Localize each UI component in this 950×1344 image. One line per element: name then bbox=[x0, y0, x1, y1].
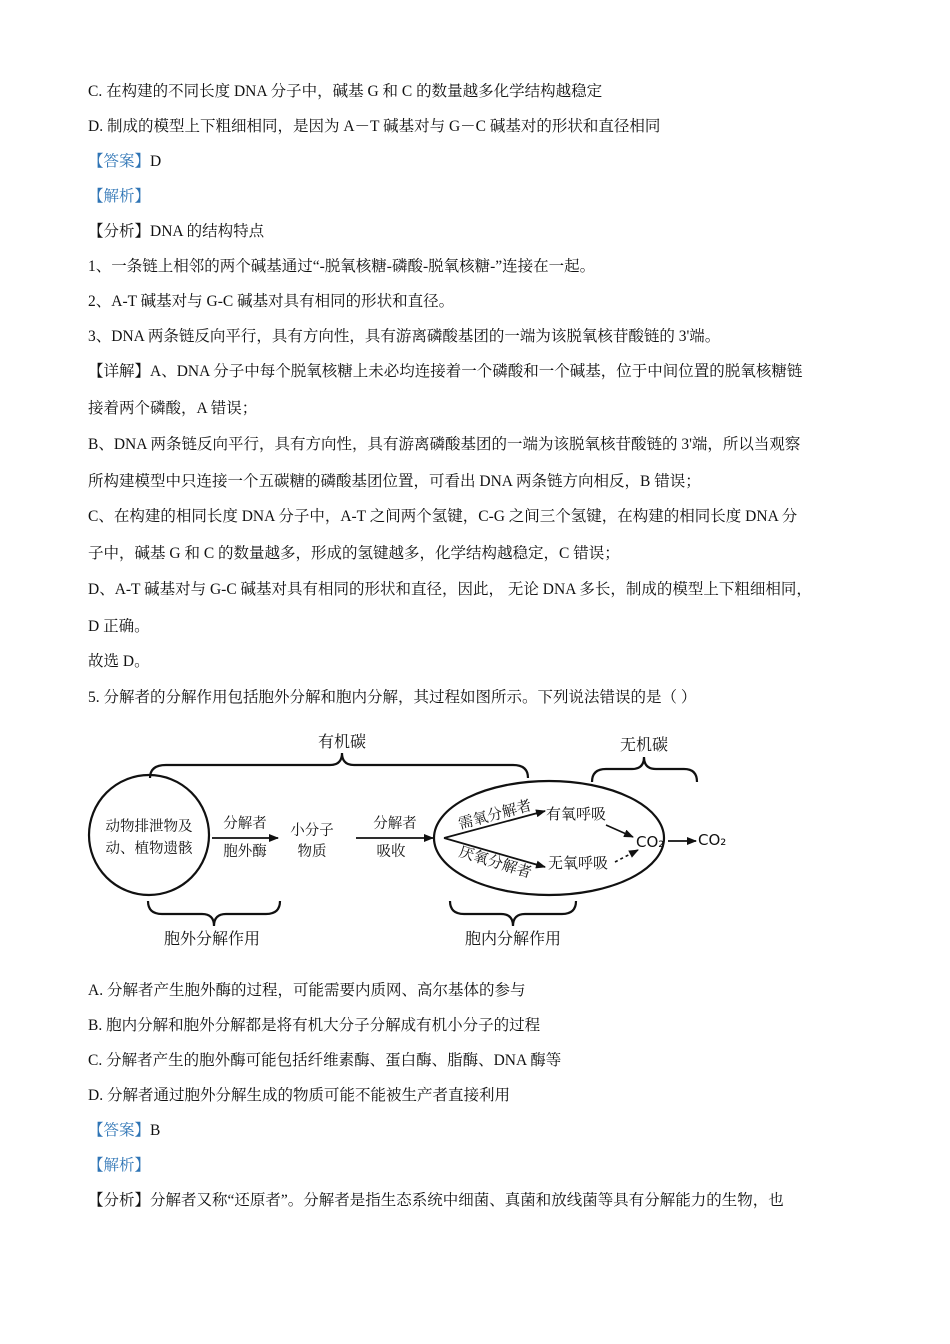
xiangjie-b-line1: B、DNA 两条链反向平行，具有方向性，具有游离磷酸基团的一端为该脱氧核苷酸链的 3'端，所以当观察 bbox=[88, 436, 801, 453]
xiangjie-d-line1: D、A-T 碱基对与 G-C 碱基对具有相同的形状和直径，因此， 无论 DNA 多长，制成的模型上下粗细相同， bbox=[88, 581, 812, 598]
xiangjie-c-line1: C、在构建的相同长度 DNA 分子中，A-T 之间两个氢键，C-G 之间三个氢键，在构建的相同长度 DNA 分 bbox=[88, 508, 798, 525]
arrow2-bottom-label: 吸收 bbox=[376, 844, 406, 860]
small-molecule-line1: 小分子 bbox=[290, 823, 334, 839]
inorganic-carbon-brace bbox=[592, 757, 697, 782]
inorganic-carbon-label: 无机碳 bbox=[619, 735, 669, 754]
answer-value: D bbox=[150, 153, 162, 170]
extracellular-brace bbox=[148, 901, 280, 926]
xiangjie-a1: A、DNA 分子中每个脱氧核糖上未必均连接着一个磷酸和一个碱基，位于中间位置的脱氧核糖链 bbox=[150, 363, 803, 380]
intracellular-brace bbox=[450, 901, 576, 926]
answer-tag: 【答案】 bbox=[88, 153, 151, 170]
point-3: 3、DNA 两条链反向平行，具有方向性，具有游离磷酸基团的一端为该脱氧核苷酸链的 3'端。 bbox=[88, 328, 721, 345]
aerobic-decomposer-label: 需氧分解者 bbox=[456, 796, 534, 833]
organic-carbon-brace bbox=[150, 753, 528, 778]
analysis-tag-1: 【解析】 bbox=[88, 188, 151, 205]
cell-ellipse bbox=[434, 781, 664, 895]
decomposer-diagram bbox=[0, 725, 950, 955]
arrow2-top-label: 分解者 bbox=[373, 816, 417, 832]
co2-outer-label: CO₂ bbox=[698, 831, 727, 849]
fenxi-line-2 bbox=[88, 1191, 784, 1211]
circle-text-line1: 动物排泄物及 bbox=[105, 819, 193, 835]
anaerobic-respiration-label: 无氧呼吸 bbox=[548, 854, 609, 872]
small-molecule-line2: 物质 bbox=[297, 844, 327, 860]
organic-matter-circle bbox=[89, 775, 209, 895]
aerobic-co2-arrow bbox=[606, 825, 633, 837]
aerobic-respiration-label: 有氧呼吸 bbox=[546, 805, 607, 823]
analysis-tag-2: 【解析】 bbox=[88, 1157, 151, 1174]
xiangjie-b-line2: 所构建模型中只连接一个五碳糖的磷酸基团位置，可看出 DNA 两条链方向相反，B 错误； bbox=[88, 473, 701, 490]
organic-carbon-label: 有机碳 bbox=[317, 732, 367, 751]
answer-tag-2: 【答案】 bbox=[88, 1122, 151, 1139]
extracellular-label: 胞外分解作用 bbox=[163, 929, 261, 948]
intracellular-label: 胞内分解作用 bbox=[464, 929, 562, 948]
arrow1-top-label: 分解者 bbox=[223, 816, 267, 832]
co2-inner-label: CO₂ bbox=[636, 833, 665, 851]
xiangjie-c-line2: 子中，碱基 G 和 C 的数量越多，形成的氢键越多，化学结构越稳定，C 错误； bbox=[88, 545, 620, 562]
question-5: 5. 分解者的分解作用包括胞外分解和胞内分解，其过程如图所示。下列说法错误的是（ ） bbox=[88, 689, 697, 706]
arrow1-bottom-label: 胞外酶 bbox=[223, 844, 267, 860]
xiangjie-a-line2: 接着两个磷酸，A 错误； bbox=[88, 400, 258, 417]
answer-line-2 bbox=[88, 1121, 160, 1141]
fenxi-tag-2: 【分析】 bbox=[88, 1192, 151, 1209]
option-a: A. 分解者产生胞外酶的过程，可能需要内质网、高尔基体的参与 bbox=[88, 982, 526, 999]
fenxi-line-1 bbox=[88, 222, 264, 242]
option-c: C. 分解者产生的胞外酶可能包括纤维素酶、蛋白酶、脂酶、DNA 酶等 bbox=[88, 1052, 562, 1069]
answer-line-1 bbox=[88, 152, 161, 172]
fenxi-text: DNA 的结构特点 bbox=[150, 223, 265, 240]
point-2: 2、A-T 碱基对与 G-C 碱基对具有相同的形状和直径。 bbox=[88, 293, 455, 310]
point-1: 1、一条链上相邻的两个碱基通过“-脱氧核糖-磷酸-脱氧核糖-”连接在一起。 bbox=[88, 258, 596, 275]
xiangjie-tag: 【详解】 bbox=[88, 363, 151, 380]
option-d-prev: D. 制成的模型上下粗细相同，是因为 A－T 碱基对与 G－C 碱基对的形状和直径相同 bbox=[88, 118, 661, 135]
xiangjie-d-line2: D 正确。 bbox=[88, 618, 150, 635]
xiangjie-a-line1 bbox=[88, 362, 802, 382]
fenxi-text-2: 分解者又称“还原者”。分解者是指生态系统中细菌、真菌和放线菌等具有分解能力的生物，也 bbox=[150, 1192, 784, 1209]
anaerobic-decomposer-label: 厌氧分解者 bbox=[456, 842, 534, 882]
option-d: D. 分解者通过胞外分解生成的物质可能不能被生产者直接利用 bbox=[88, 1087, 510, 1104]
option-b: B. 胞内分解和胞外分解都是将有机大分子分解成有机小分子的过程 bbox=[88, 1017, 541, 1034]
fenxi-tag: 【分析】 bbox=[88, 223, 151, 240]
option-c-prev: C. 在构建的不同长度 DNA 分子中，碱基 G 和 C 的数量越多化学结构越稳定 bbox=[88, 83, 603, 100]
conclusion: 故选 D。 bbox=[88, 653, 150, 670]
anaerobic-co2-arrow bbox=[615, 850, 638, 862]
answer-value-2: B bbox=[150, 1122, 161, 1139]
circle-text-line2: 动、植物遗骸 bbox=[105, 841, 193, 857]
